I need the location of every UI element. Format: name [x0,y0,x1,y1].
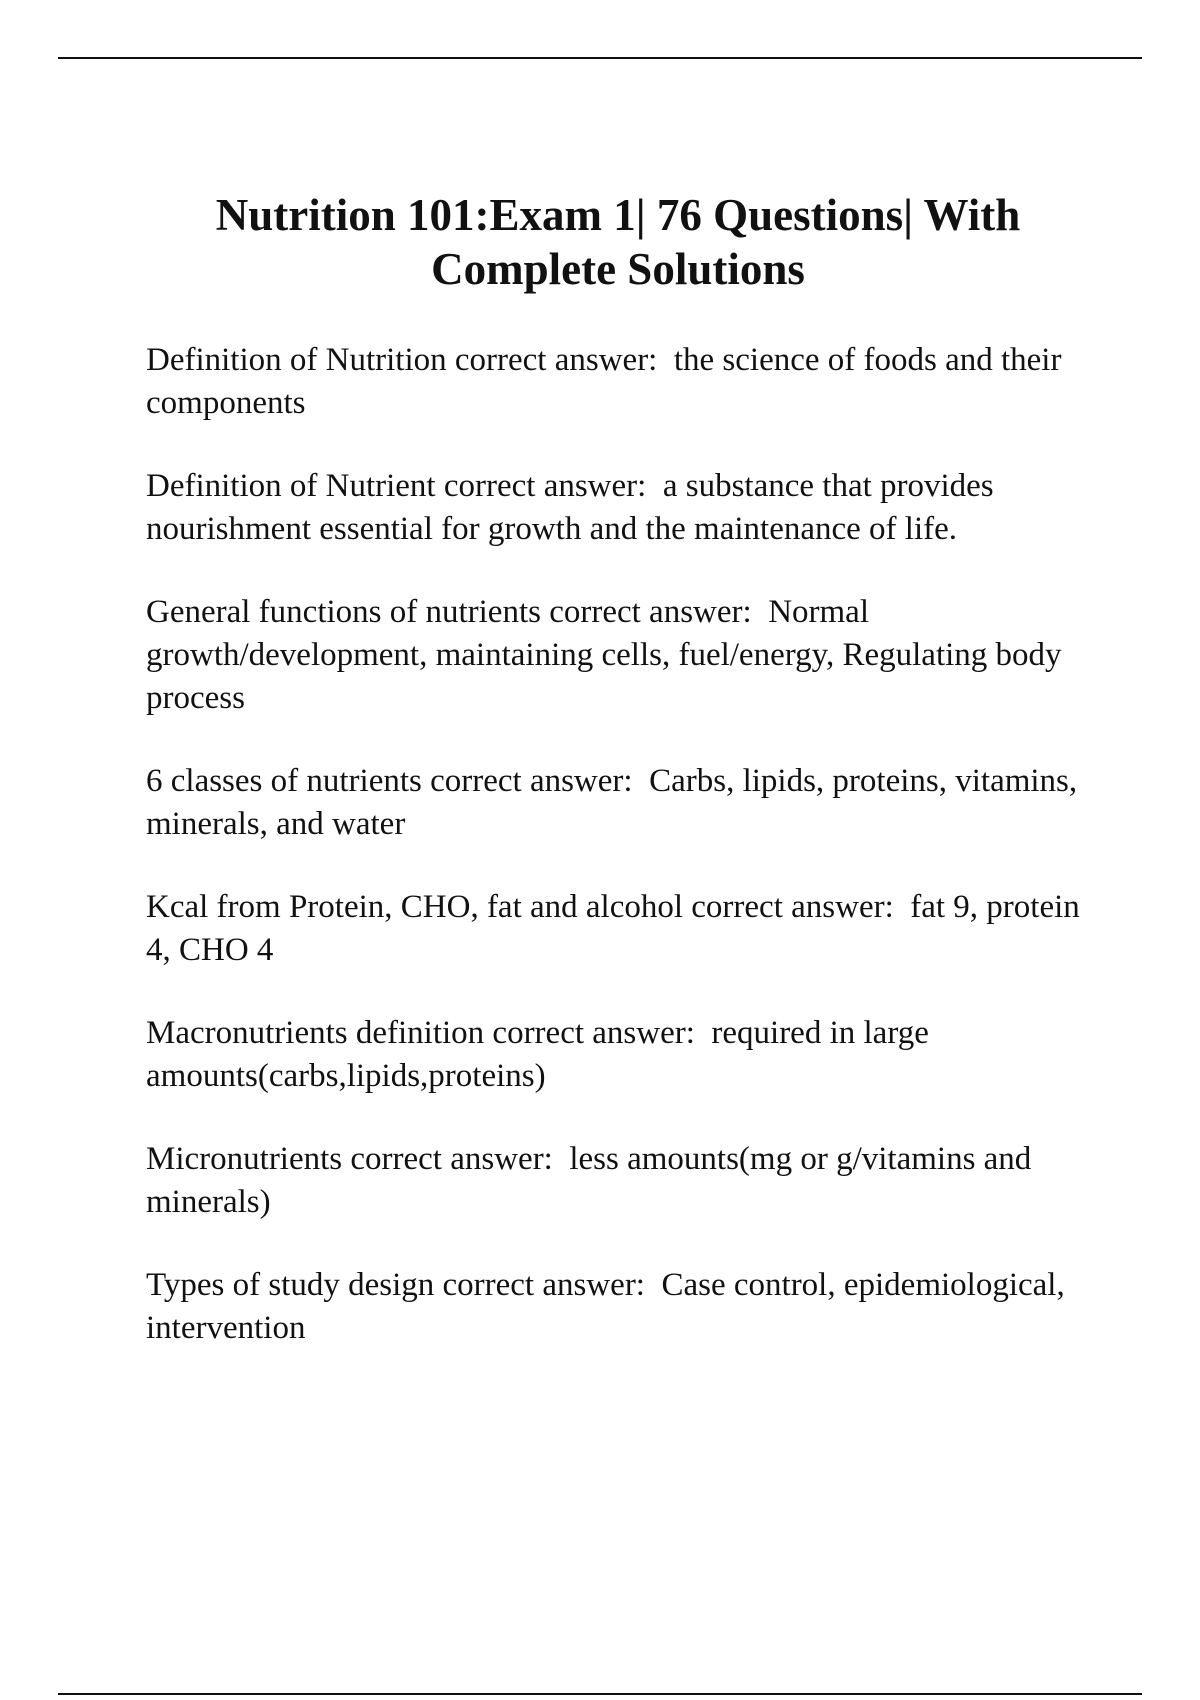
answer-text: Normal growth/development, maintaining cells, fuel/energy, Regulating body process [146,594,1062,716]
answer-marker: correct answer: [454,342,658,378]
answer-marker: correct answer: [691,889,894,925]
question-text: Definition of Nutrition [146,342,447,378]
answer-marker: correct answer: [442,1267,645,1303]
answer-marker: correct answer: [350,1141,553,1177]
answer-marker: correct answer: [492,1015,695,1051]
answer-text: Carbs, lipids, proteins, vitamins, minerals, and water [146,763,1078,842]
answer-text: a substance that provides nourishment essential for growth and the maintenance of life. [146,468,994,547]
header-rule [58,57,1142,59]
question-text: Micronutrients [146,1141,343,1177]
answer-marker: correct answer: [443,468,647,504]
answer-marker: correct answer: [430,763,633,799]
question-text: Macronutrients definition [146,1015,485,1051]
question-text: General functions of nutrients [146,594,541,630]
question-text: Kcal from Protein, CHO, fat and alcohol [146,889,684,925]
answer-text: the science of foods and their components [146,342,1062,421]
question-text: Types of study design [146,1267,435,1303]
answer-text: Case control, epidemiological, intervention [146,1267,1065,1346]
qa-item [146,886,1106,972]
question-text: 6 classes of nutrients [146,763,422,799]
qa-item [146,465,1106,551]
qa-item [146,1138,1106,1224]
answer-marker: correct answer: [549,594,752,630]
question-text: Definition of Nutrient [146,468,436,504]
qa-item [146,760,1106,846]
answer-text: required in large amounts(carbs,lipids,proteins) [146,1015,929,1094]
qa-item [146,1264,1106,1350]
qa-item [146,339,1106,425]
answer-text: fat 9, protein 4, CHO 4 [146,889,1080,968]
qa-item [146,591,1106,720]
document-title: Nutrition 101:Exam 1| 76 Questions| With Complete Solutions [215,190,1021,294]
answer-text: less amounts(mg or g/vitamins and minerals) [146,1141,1032,1220]
qa-item [146,1012,1106,1098]
qa-list [146,339,1106,1350]
footer-rule [58,1693,1142,1695]
